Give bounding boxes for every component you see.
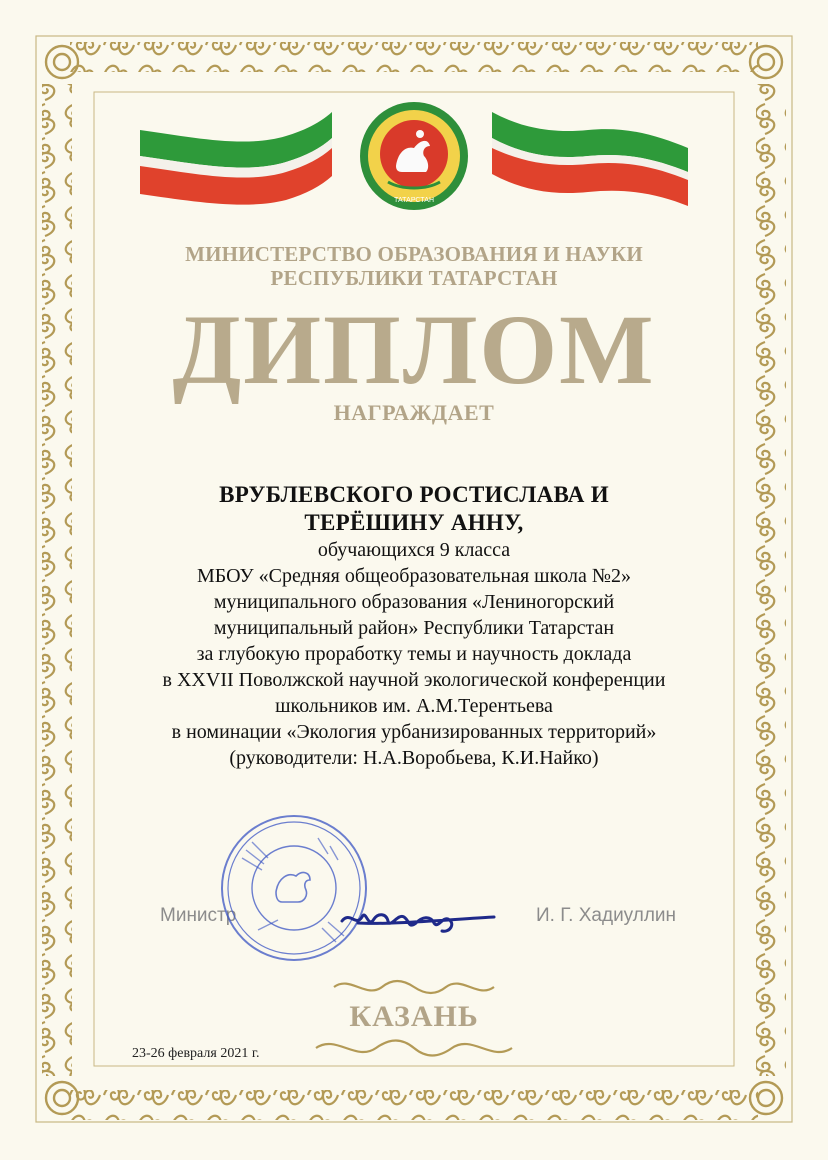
city-label: КАЗАНЬ (349, 1000, 479, 1033)
award-text (110, 481, 718, 771)
recipients-line1: ВРУБЛЕВСКОГО РОСТИСЛАВА И (219, 482, 609, 507)
award-line: в XXVII Поволжской научной экологической конференции (162, 669, 666, 691)
ministry-title-line2: РЕСПУБЛИКИ ТАТАРСТАН (270, 266, 558, 290)
ministry-title-line1: МИНИСТЕРСТВО ОБРАЗОВАНИЯ И НАУКИ (185, 242, 643, 266)
signer-title: Министр (160, 905, 237, 926)
award-line: в номинации «Экология урбанизированных территорий» (171, 721, 657, 743)
tatarstan-coat-of-arms-icon (358, 100, 470, 212)
award-line: за глубокую проработку темы и научность доклада (196, 643, 632, 665)
award-line: обучающихся 9 класса (317, 539, 511, 561)
recipients-line2: ТЕРЁШИНУ АННУ, (304, 510, 524, 535)
city-ornament-bottom (312, 1034, 516, 1062)
city-ornament-top (330, 975, 498, 999)
emblem-caption: ТАТАРСТАН (393, 197, 435, 204)
diploma-heading: ДИПЛОМ (172, 294, 656, 405)
tatarstan-flag-left-icon (136, 108, 336, 206)
event-date: 23-26 февраля 2021 г. (132, 1046, 260, 1061)
award-line: МБОУ «Средняя общеобразовательная школа №2» (197, 565, 631, 587)
award-line: муниципальный район» Республики Татарстан (213, 617, 615, 639)
signer-name: И. Г. Хадиуллин (536, 905, 677, 926)
award-line: муниципального образования «Лениногорский (213, 591, 615, 613)
award-line: (руководители: Н.А.Воробьева, К.И.Найко) (229, 747, 599, 769)
tatarstan-flag-right-icon (488, 108, 692, 206)
award-line: школьников им. А.М.Терентьева (275, 695, 553, 717)
awards-subheading: НАГРАЖДАЕТ (333, 400, 495, 425)
handwritten-signature-icon (338, 893, 498, 943)
